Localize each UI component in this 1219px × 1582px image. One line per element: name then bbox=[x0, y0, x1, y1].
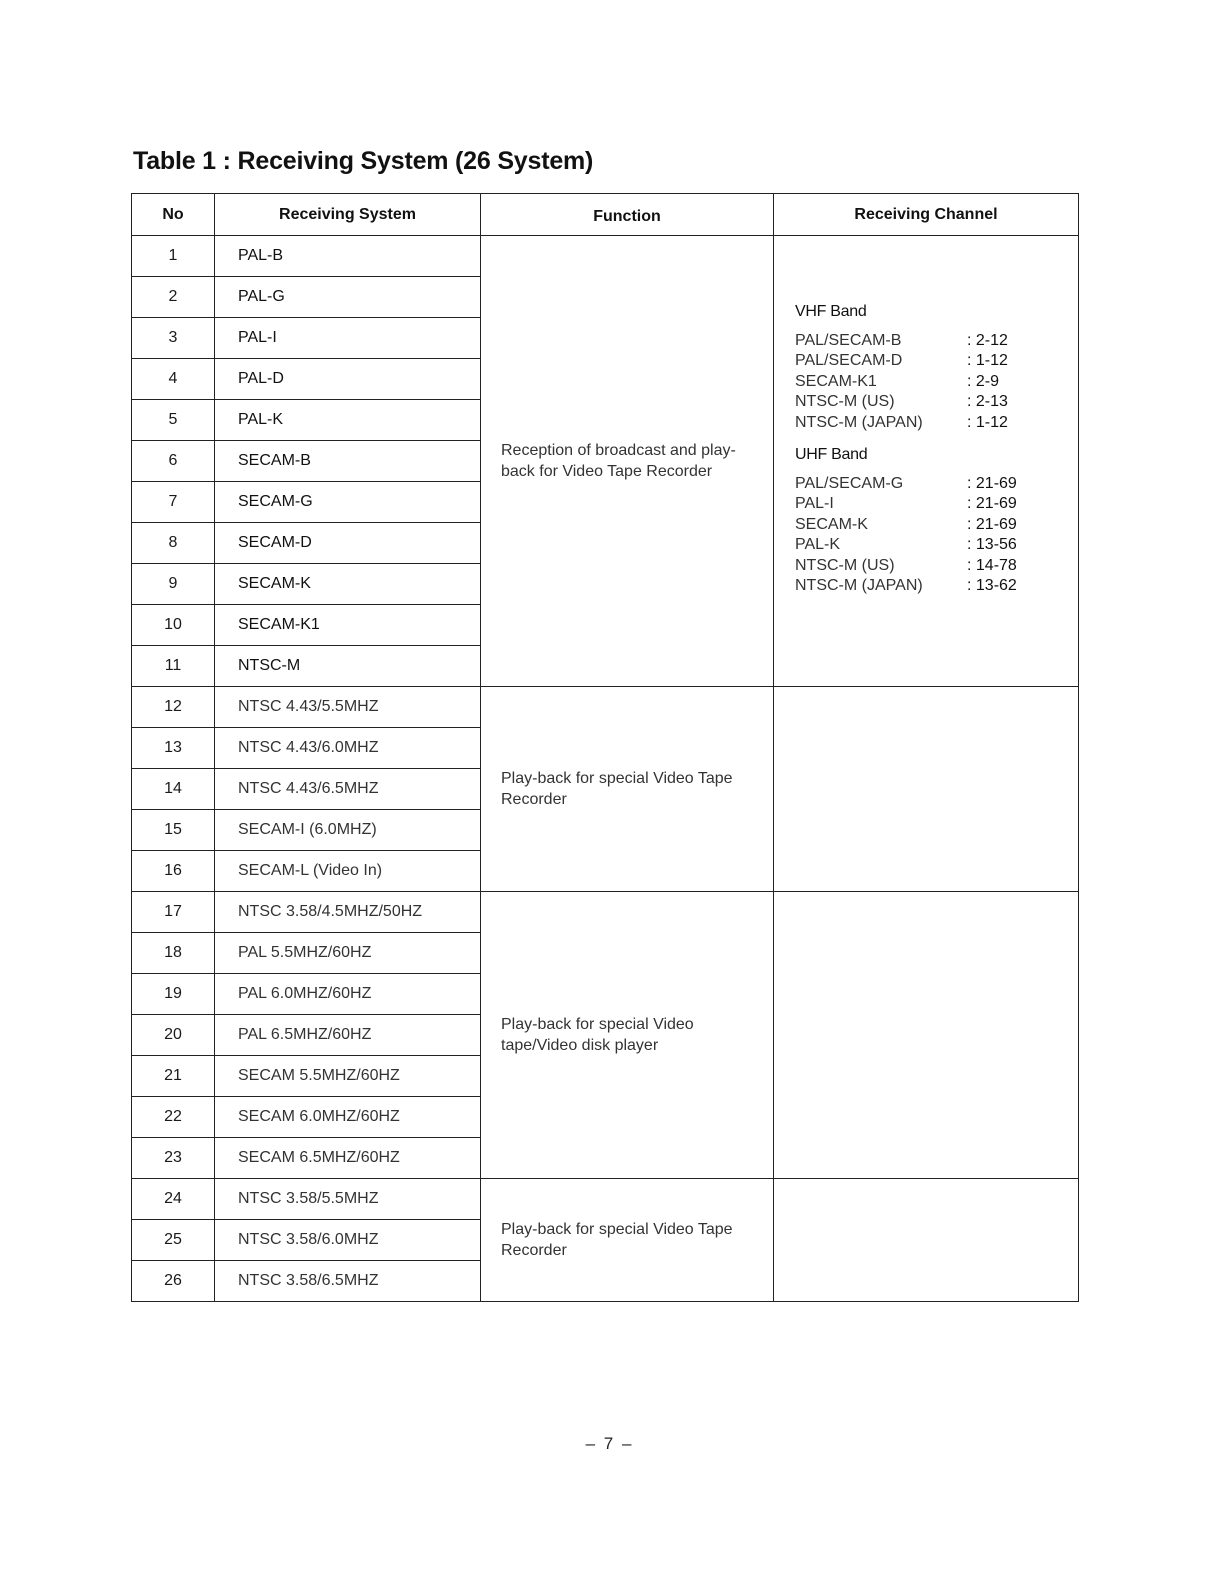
uhf-channel-row bbox=[795, 494, 1078, 515]
channel-system-name: PAL/SECAM-G bbox=[795, 474, 904, 492]
receiving-system-cell: NTSC 4.43/5.5MHZ bbox=[215, 687, 481, 728]
receiving-system-cell: SECAM-K1 bbox=[215, 605, 481, 646]
row-number: 11 bbox=[132, 646, 215, 687]
receiving-system-cell: PAL-G bbox=[215, 277, 481, 318]
receiving-system-cell: SECAM-D bbox=[215, 523, 481, 564]
row-number: 4 bbox=[132, 359, 215, 400]
receiving-system-cell: PAL 6.0MHZ/60HZ bbox=[215, 974, 481, 1015]
page-number: – 7 – bbox=[585, 1434, 634, 1453]
row-number: 22 bbox=[132, 1097, 215, 1138]
receiving-system-cell: PAL 6.5MHZ/60HZ bbox=[215, 1015, 481, 1056]
receiving-system-cell: SECAM-I (6.0MHZ) bbox=[215, 810, 481, 851]
channel-system-name: SECAM-K1 bbox=[795, 372, 877, 390]
channel-system-name: NTSC-M (US) bbox=[795, 556, 895, 574]
receiving-system-cell: NTSC 3.58/5.5MHZ bbox=[215, 1179, 481, 1220]
vhf-channel-row bbox=[795, 351, 1078, 372]
page-title: Table 1 : Receiving System (26 System) bbox=[133, 147, 594, 175]
receiving-channel-cell bbox=[774, 687, 1079, 892]
row-number: 7 bbox=[132, 482, 215, 523]
row-number: 12 bbox=[132, 687, 215, 728]
row-number: 3 bbox=[132, 318, 215, 359]
row-number: 24 bbox=[132, 1179, 215, 1220]
channel-system-name: PAL-K bbox=[795, 536, 841, 553]
channel-range: : 21-69 bbox=[967, 515, 1017, 533]
receiving-system-cell: SECAM 5.5MHZ/60HZ bbox=[215, 1056, 481, 1097]
header-function: Function bbox=[481, 194, 774, 236]
channel-range: : 21-69 bbox=[967, 474, 1017, 492]
table-row bbox=[132, 687, 1079, 728]
row-number: 17 bbox=[132, 892, 215, 933]
row-number: 15 bbox=[132, 810, 215, 851]
channel-system-name: NTSC-M (JAPAN) bbox=[795, 577, 923, 594]
function-cell: Play-back for special Video Tape Recorder bbox=[481, 1179, 774, 1302]
row-number: 18 bbox=[132, 933, 215, 974]
channel-range: : 21-69 bbox=[967, 495, 1017, 512]
vhf-band-title: VHF Band bbox=[795, 303, 867, 320]
channel-system-name: PAL/SECAM-B bbox=[795, 331, 902, 349]
row-number: 2 bbox=[132, 277, 215, 318]
function-cell: Play-back for special Video tape/Video disk player bbox=[481, 892, 774, 1179]
channel-list bbox=[774, 236, 1078, 597]
row-number: 6 bbox=[132, 441, 215, 482]
function-cell: Play-back for special Video Tape Recorder bbox=[481, 687, 774, 892]
uhf-channel-row bbox=[795, 474, 1078, 495]
vhf-channel-row bbox=[795, 392, 1078, 413]
row-number: 26 bbox=[132, 1261, 215, 1302]
receiving-system-cell: NTSC 3.58/6.0MHZ bbox=[215, 1220, 481, 1261]
receiving-system-cell: PAL-I bbox=[215, 318, 481, 359]
header-receiving-system: Receiving System bbox=[215, 194, 481, 236]
receiving-system-cell: SECAM-G bbox=[215, 482, 481, 523]
row-number: 10 bbox=[132, 605, 215, 646]
row-number: 20 bbox=[132, 1015, 215, 1056]
table-row bbox=[132, 236, 1079, 277]
receiving-system-table bbox=[131, 193, 1079, 1302]
uhf-channel-row bbox=[795, 535, 1078, 556]
channel-range: : 1-12 bbox=[967, 352, 1008, 369]
channel-range: : 2-13 bbox=[967, 393, 1008, 410]
row-number: 19 bbox=[132, 974, 215, 1015]
row-number: 21 bbox=[132, 1056, 215, 1097]
uhf-channel-row bbox=[795, 556, 1078, 577]
table-row bbox=[132, 1179, 1079, 1220]
channel-system-name: PAL-I bbox=[795, 495, 834, 512]
receiving-system-cell: SECAM 6.5MHZ/60HZ bbox=[215, 1138, 481, 1179]
receiving-system-cell: NTSC 3.58/6.5MHZ bbox=[215, 1261, 481, 1302]
uhf-channel-row bbox=[795, 515, 1078, 536]
receiving-system-cell: SECAM-K bbox=[215, 564, 481, 605]
uhf-band-title: UHF Band bbox=[795, 446, 868, 463]
function-cell: Reception of broadcast and play-back for Video Tape Recorder bbox=[481, 236, 774, 687]
row-number: 8 bbox=[132, 523, 215, 564]
channel-range: : 13-62 bbox=[967, 577, 1017, 594]
receiving-system-cell: PAL-B bbox=[215, 236, 481, 277]
row-number: 5 bbox=[132, 400, 215, 441]
row-number: 16 bbox=[132, 851, 215, 892]
channel-range: : 2-12 bbox=[967, 331, 1008, 349]
row-number: 13 bbox=[132, 728, 215, 769]
table-header-row bbox=[132, 194, 1079, 236]
receiving-system-cell: NTSC 4.43/6.0MHZ bbox=[215, 728, 481, 769]
channel-range: : 13-56 bbox=[967, 536, 1017, 553]
channel-range: : 14-78 bbox=[967, 556, 1017, 574]
channel-system-name: SECAM-K bbox=[795, 515, 868, 533]
header-no: No bbox=[132, 194, 215, 236]
channel-system-name: NTSC-M (JAPAN) bbox=[795, 413, 923, 431]
row-number: 23 bbox=[132, 1138, 215, 1179]
receiving-system-cell: SECAM 6.0MHZ/60HZ bbox=[215, 1097, 481, 1138]
vhf-channel-row bbox=[795, 413, 1078, 434]
receiving-system-cell: SECAM-B bbox=[215, 441, 481, 482]
receiving-system-cell: NTSC 4.43/6.5MHZ bbox=[215, 769, 481, 810]
receiving-system-cell: NTSC 3.58/4.5MHZ/50HZ bbox=[215, 892, 481, 933]
channel-system-name: NTSC-M (US) bbox=[795, 393, 895, 410]
channel-range: : 1-12 bbox=[967, 413, 1008, 431]
row-number: 1 bbox=[132, 236, 215, 277]
table-body bbox=[132, 236, 1079, 1302]
receiving-channel-cell bbox=[774, 892, 1079, 1179]
table-row bbox=[132, 892, 1079, 933]
receiving-channel-cell bbox=[774, 236, 1079, 687]
receiving-system-cell: NTSC-M bbox=[215, 646, 481, 687]
receiving-system-cell: PAL-D bbox=[215, 359, 481, 400]
receiving-system-cell: PAL 5.5MHZ/60HZ bbox=[215, 933, 481, 974]
header-receiving-channel: Receiving Channel bbox=[774, 194, 1079, 236]
receiving-channel-cell bbox=[774, 1179, 1079, 1302]
channel-range: : 2-9 bbox=[967, 372, 1000, 390]
vhf-channel-row bbox=[795, 331, 1078, 352]
row-number: 25 bbox=[132, 1220, 215, 1261]
vhf-channel-row bbox=[795, 372, 1078, 393]
row-number: 14 bbox=[132, 769, 215, 810]
channel-system-name: PAL/SECAM-D bbox=[795, 352, 903, 369]
receiving-system-cell: PAL-K bbox=[215, 400, 481, 441]
uhf-channel-row bbox=[795, 576, 1078, 597]
receiving-system-cell: SECAM-L (Video In) bbox=[215, 851, 481, 892]
row-number: 9 bbox=[132, 564, 215, 605]
